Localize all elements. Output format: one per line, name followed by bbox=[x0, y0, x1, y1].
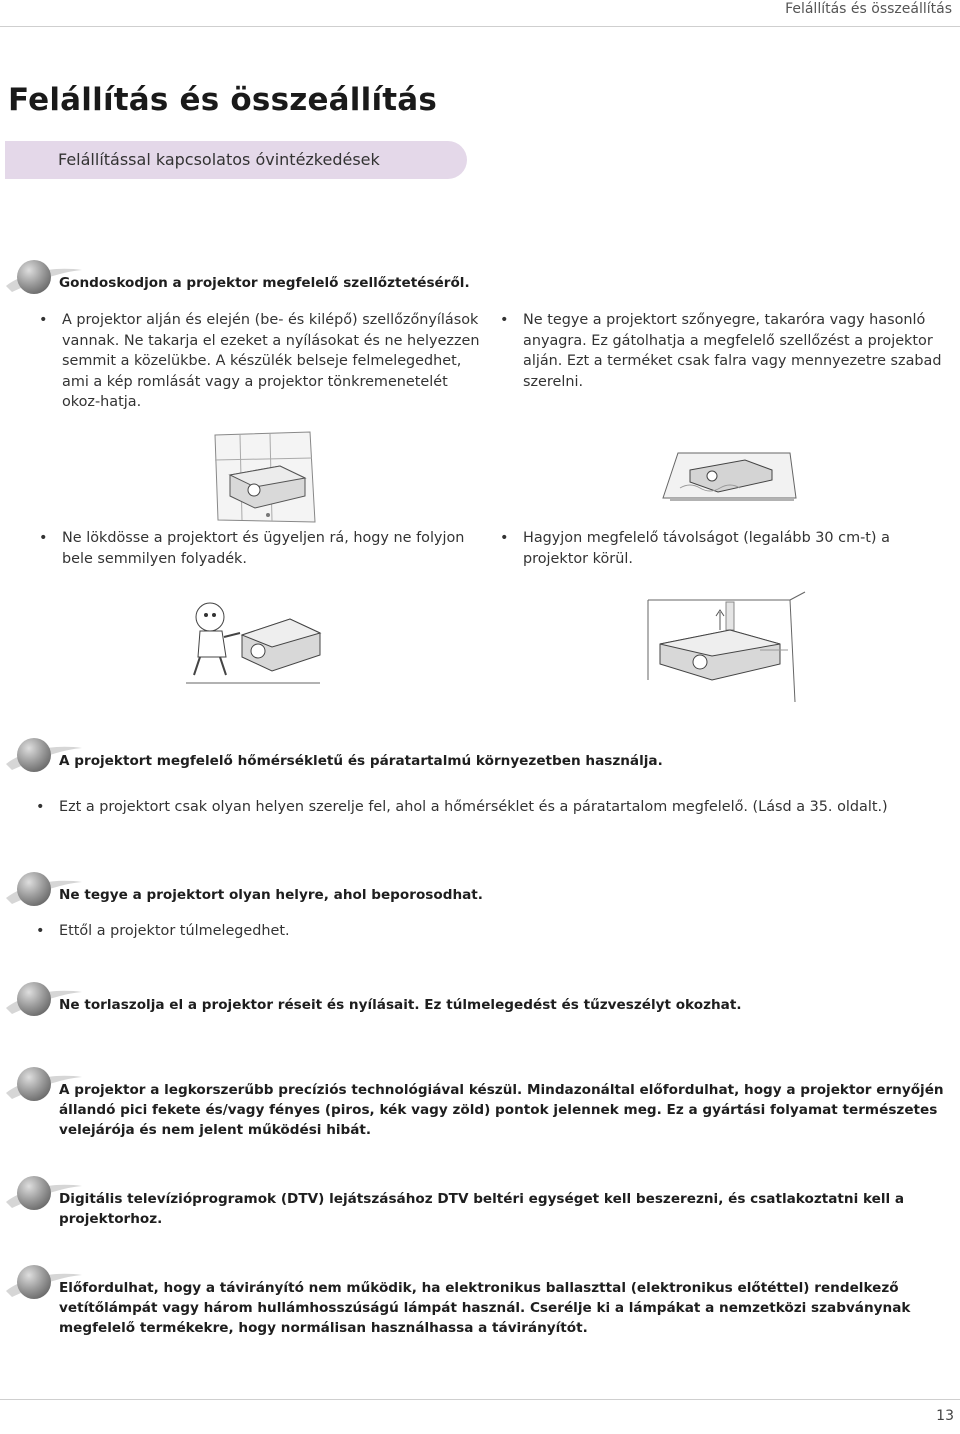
note-bullet-icon bbox=[17, 872, 51, 906]
bullet-item: • Hagyjon megfelelő távolságot (legalább 30 cm-t) a projektor körül. bbox=[500, 530, 890, 567]
note-title: A projektort megfelelő hőmérsékletű és páratartalmú környezetben használja. bbox=[59, 753, 663, 769]
note-bullet-icon bbox=[17, 1176, 51, 1210]
note-bullet-icon bbox=[17, 1067, 51, 1101]
note-pixels bbox=[0, 1067, 960, 1137]
running-header-title: Felállítás és összeállítás bbox=[785, 1, 952, 17]
note-title: Digitális televízióprogramok (DTV) lejátszásához DTV beltéri egységet kell beszerezni, és csatlakoztatni kell a projektorhoz. bbox=[59, 1191, 905, 1227]
bullet-item: • Ne lökdösse a projektort és ügyeljen rá, hogy ne folyjon bele semmilyen folyadék. bbox=[39, 530, 465, 567]
note-title: A projektor a legkorszerűbb precíziós technológiával készül. Mindazonáltal előfordulhat, hogy a projektor ernyőjén állandó pici fekete és/vagy fényes (piros, kék vagy zöld) pontok jelennek meg. Ez a gyártási folyamat természetes velejárója és nem jelent működési hibát. bbox=[59, 1082, 944, 1138]
bullet-item: • Ezt a projektort csak olyan helyen szerelje fel, ahol a hőmérséklet és a páratartalom megfelelő. (Lásd a 35. oldalt.) bbox=[36, 799, 888, 815]
illustration-projector-on-carpet bbox=[660, 448, 800, 508]
note-ventilation bbox=[0, 260, 960, 300]
bullet-text: Hagyjon megfelelő távolságot (legalább 30 cm-t) a projektor körül. bbox=[523, 530, 890, 567]
note-dust bbox=[0, 872, 960, 912]
bullet-text: Ne tegye a projektort szőnyegre, takaróra vagy hasonló anyagra. Ez gátolhatja a megfelelő szellőzést a projektor alján. Ezt a terméket csak falra vagy mennyezetre szabad szerelni. bbox=[523, 312, 942, 390]
bullet-item: • Ettől a projektor túlmelegedhet. bbox=[36, 923, 290, 939]
note-title: Előfordulhat, hogy a távirányító nem működik, ha elektronikus ballaszttal (elektronikus előtéttel) rendelkező vetítőlámpát vagy három hullámhosszúságú lámpát használ. Cserélje ki a lámpákat a nemzetközi szabványnak megfelelő termékekre, hogy normálisan használhassa a távirányítót. bbox=[59, 1280, 911, 1336]
illustration-do-not-push-projector bbox=[180, 595, 330, 690]
note-remote-lamp bbox=[0, 1265, 960, 1335]
illustration-projector-blocked-vents bbox=[210, 430, 320, 525]
note-bullet-icon bbox=[17, 260, 51, 294]
running-header bbox=[0, 0, 960, 27]
page-title: Felállítás és összeállítás bbox=[8, 82, 438, 118]
note-bullet-icon bbox=[17, 982, 51, 1016]
note-title: Ne tegye a projektort olyan helyre, ahol beporosodhat. bbox=[59, 887, 483, 903]
bullet-text: Ezt a projektort csak olyan helyen szerelje fel, ahol a hőmérséklet és a páratartalom megfelelő. (Lásd a 35. oldalt.) bbox=[59, 799, 888, 815]
note-openings bbox=[0, 982, 960, 1022]
section-banner-label: Felállítással kapcsolatos óvintézkedések bbox=[58, 150, 380, 169]
bullet-item: • Ne tegye a projektort szőnyegre, takaróra vagy hasonló anyagra. Ez gátolhatja a megfelelő szellőzést a projektor alján. Ezt a terméket csak falra vagy mennyezetre szabad szerelni. bbox=[500, 312, 942, 390]
note-title: Gondoskodjon a projektor megfelelő szellőztetéséről. bbox=[59, 275, 470, 291]
bullet-item: • A projektor alján és elején (be- és kilépő) szellőzőnyílások vannak. Ne takarja el ezeket a nyílásokat és ne helyezzen semmit a közelükbe. A készülék belseje felmelegedhet, ami a kép romlását vagy a projektor tönkremenetelét okoz-hatja. bbox=[39, 312, 480, 410]
note-bullet-icon bbox=[17, 1265, 51, 1299]
section-banner bbox=[5, 141, 467, 179]
bullet-text: A projektor alján és elején (be- és kilépő) szellőzőnyílások vannak. Ne takarja el ezeket a nyílásokat és ne helyezzen semmit a közelükbe. A készülék belseje felmelegedhet, ami a kép romlását vagy a projektor tönkremenetelét okoz-hatja. bbox=[62, 312, 480, 410]
note-dtv bbox=[0, 1176, 960, 1226]
page-number: 13 bbox=[936, 1408, 954, 1424]
note-title: Ne torlaszolja el a projektor réseit és nyílásait. Ez túlmelegedést és tűzveszélyt okozhat. bbox=[59, 997, 742, 1013]
note-bullet-icon bbox=[17, 738, 51, 772]
note-temperature-humidity bbox=[0, 738, 960, 778]
bullet-text: Ne lökdösse a projektort és ügyeljen rá, hogy ne folyjon bele semmilyen folyadék. bbox=[62, 530, 465, 567]
bullet-text: Ettől a projektor túlmelegedhet. bbox=[59, 923, 290, 939]
page-footer bbox=[0, 1399, 960, 1434]
illustration-clearance-30cm bbox=[640, 590, 810, 705]
